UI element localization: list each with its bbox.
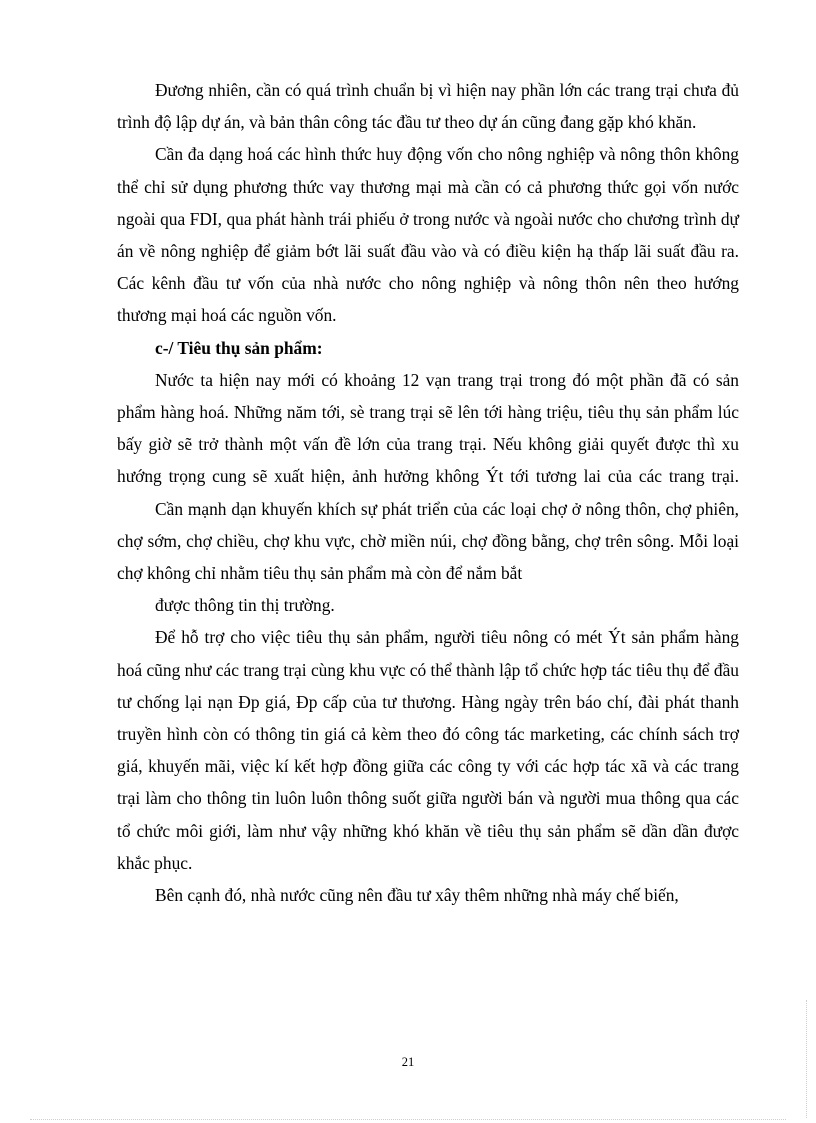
section-heading-product-consumption: c-/ Tiêu thụ sản phẩm:: [155, 337, 323, 358]
body-text: [117, 74, 739, 911]
page-bottom-border: [30, 1119, 786, 1120]
paragraph-farm-count: Nước ta hiện nay mới có khoảng 12 vạn trang trại trong đó một phần đã có sản phẩm hàng hoá. Những năm tới, sè trang trại sẽ lên tới hàng triệu, tiêu thụ sản phẩm lúc bấy giờ sẽ trở thành một vấn đề lớn của trang trại. Nếu không giải quyết được thì xu hướng trọng cung sẽ xuất hiện, ảnh hưởng không Ýt tới tương lai của các trang trại.: [117, 369, 739, 487]
page-number: 21: [401, 1055, 415, 1069]
paragraph-market-info: được thông tin thị trường.: [155, 595, 335, 616]
paragraph-cooperative-support: Để hỗ trợ cho việc tiêu thụ sản phẩm, người tiêu nông có mét Ýt sản phẩm hàng hoá cũng như các trang trại cùng khu vực có thể thành lập tổ chức hợp tác tiêu thụ để đầu tư chống lại nạn Ðp giá, Ðp cấp của tư thương. Hàng ngày trên báo chí, đài phát thanh truyền hình còn có thông tin giá cả kèm theo đó công tác marketing, các chính sách trợ giá, khuyến mãi, việc kí kết hợp đồng giữa các công ty với các hợp tác xã và các trang trại làm cho thông tin luôn luôn thông suốt giữa người bán và người mua thông qua các tổ chức môi giới, làm như vậy những khó khăn về tiêu thụ sản phẩm sẽ dần dần được khắc phục.: [117, 627, 739, 873]
paragraph-rural-markets: Cần mạnh dạn khuyến khích sự phát triển của các loại chợ ở nông thôn, chợ phiên, chợ sớm, chợ chiều, chợ khu vực, chờ miền núi, chợ đồng bằng, chợ trên sông. Mỗi loại chợ không chỉ nhằm tiêu thụ sản phẩm mà còn để nắm bắt: [117, 498, 739, 584]
paragraph-processing-plants: Bên cạnh đó, nhà nước cũng nên đầu tư xây thêm những nhà máy chế biến,: [155, 885, 679, 906]
paragraph-preparation: Đương nhiên, cần có quá trình chuẩn bị vì hiện nay phần lớn các trang trại chưa đủ trình độ lập dự án, và bản thân công tác đầu tư theo dự án cũng đang gặp khó khăn.: [117, 80, 739, 133]
page-side-border: [806, 1000, 807, 1118]
paragraph-capital-mobilization: Cần đa dạng hoá các hình thức huy động vốn cho nông nghiệp và nông thôn không thể chỉ sử dụng phương thức vay thương mại mà cần có cả phương thức gọi vốn nước ngoài qua FDI, qua phát hành trái phiếu ở trong nước và ngoài nước cho chương trình dự án về nông nghiệp để giảm bớt lãi suất đầu vào và có điều kiện hạ thấp lãi suất đầu ra. Các kênh đầu tư vốn của nhà nước cho nông nghiệp và nông thôn nên theo hướng thương mại hoá các nguồn vốn.: [117, 144, 739, 326]
